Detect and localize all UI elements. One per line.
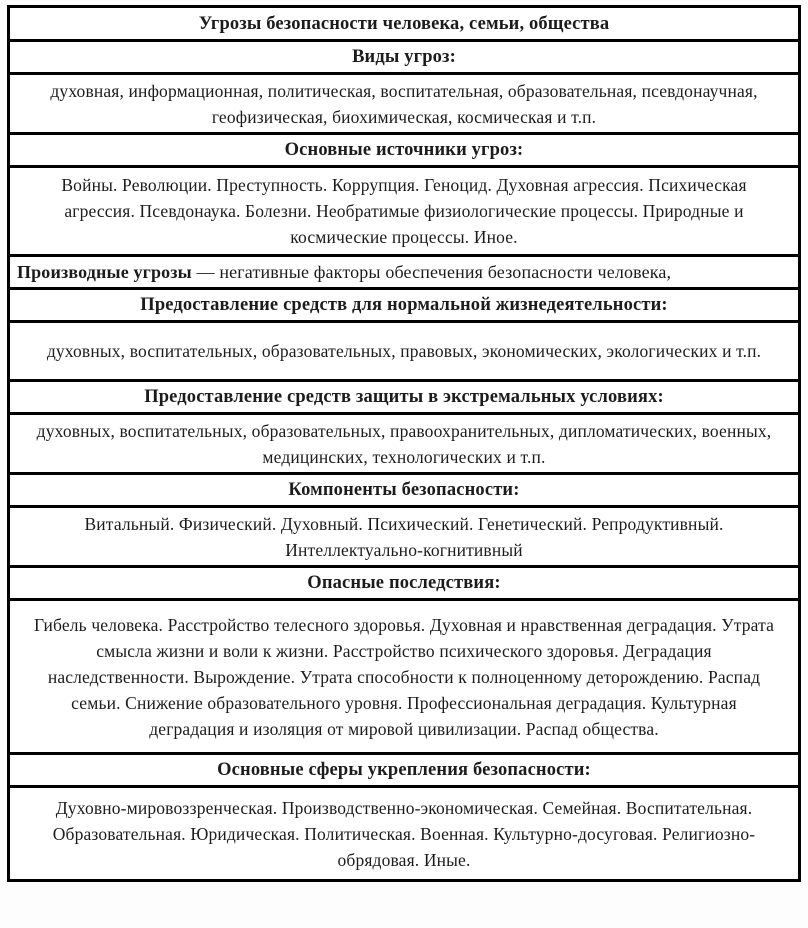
section-body-text: Войны. Революции. Преступность. Коррупция. Геноцид. Духовная агрессия. Психическая агрессия. Псевдонаука. Болезни. Необратимые физиологические процессы. Природные и космические процессы. Иное. (61, 175, 747, 247)
section-body-text: духовных, воспитательных, образовательных, правовых, экономических, экологических и т.п. (46, 341, 762, 361)
section-header-text: Виды угроз: (352, 47, 456, 67)
section-header-text: Основные сферы укрепления безопасности: (217, 760, 591, 780)
derived-threats-bold-text: Производные угрозы (17, 262, 192, 282)
section-header-security-strengthening-spheres (10, 755, 798, 788)
section-header-means-normal-life (10, 290, 798, 323)
section-body-security-components (10, 508, 798, 568)
section-body-security-strengthening-spheres (10, 788, 798, 879)
section-header-means-extreme-protection (10, 382, 798, 415)
section-body-text: духовных, воспитательных, образовательных, правоохранительных, дипломатических, военных, медицинских, технологических и т.п. (36, 420, 772, 467)
security-threats-table (7, 5, 801, 882)
derived-threats-rest-text: — негативные факторы обеспечения безопасности человека, (191, 262, 672, 282)
section-header-threat-sources (10, 135, 798, 168)
section-header-text: Компоненты безопасности: (288, 480, 520, 500)
section-header-text: Опасные последствия: (307, 573, 501, 593)
section-body-threat-sources (10, 168, 798, 257)
section-body-means-normal-life (10, 323, 798, 382)
section-body-threat-types (10, 75, 798, 135)
section-header-threat-types (10, 42, 798, 75)
section-header-security-components (10, 475, 798, 508)
table-title (10, 8, 798, 42)
section-body-text: Гибель человека. Расстройство телесного здоровья. Духовная и нравственная деградация. Утрата смысла жизни и воли к жизни. Расстройство психического здоровья. Деградация наследственности. Вырождение. Утрата способности к полноценному деторождению. Распад семьи. Снижение образовательного уровня. Профессиональная деградация. Культурная деградация и изоляция от мировой цивилизации. Распад общества. (33, 614, 775, 739)
section-body-dangerous-consequences (10, 601, 798, 755)
section-header-text: Основные источники угроз: (284, 140, 524, 160)
section-body-text: духовная, информационная, политическая, воспитательная, образовательная, псевдонаучная, геофизическая, биохимическая, космическая и т.п. (50, 80, 758, 127)
section-header-dangerous-consequences (10, 568, 798, 601)
table-title-text: Угрозы безопасности человека, семьи, общества (198, 13, 610, 34)
section-header-text: Предоставление средств для нормальной жизнедеятельности: (140, 295, 668, 315)
section-body-text: Витальный. Физический. Духовный. Психический. Генетический. Репродуктивный. Интеллектуально-когнитивный (84, 513, 724, 560)
section-body-text: Духовно-мировоззренческая. Производственно-экономическая. Семейная. Воспитательная. Образовательная. Юридическая. Политическая. Военная. Культурно-досуговая. Религиозно-обрядовая. Иные. (52, 797, 756, 870)
section-header-text: Предоставление средств защиты в экстремальных условиях: (144, 387, 664, 407)
row-derived-threats (10, 257, 798, 290)
section-body-means-extreme-protection (10, 415, 798, 475)
derived-threats-term (17, 259, 671, 285)
